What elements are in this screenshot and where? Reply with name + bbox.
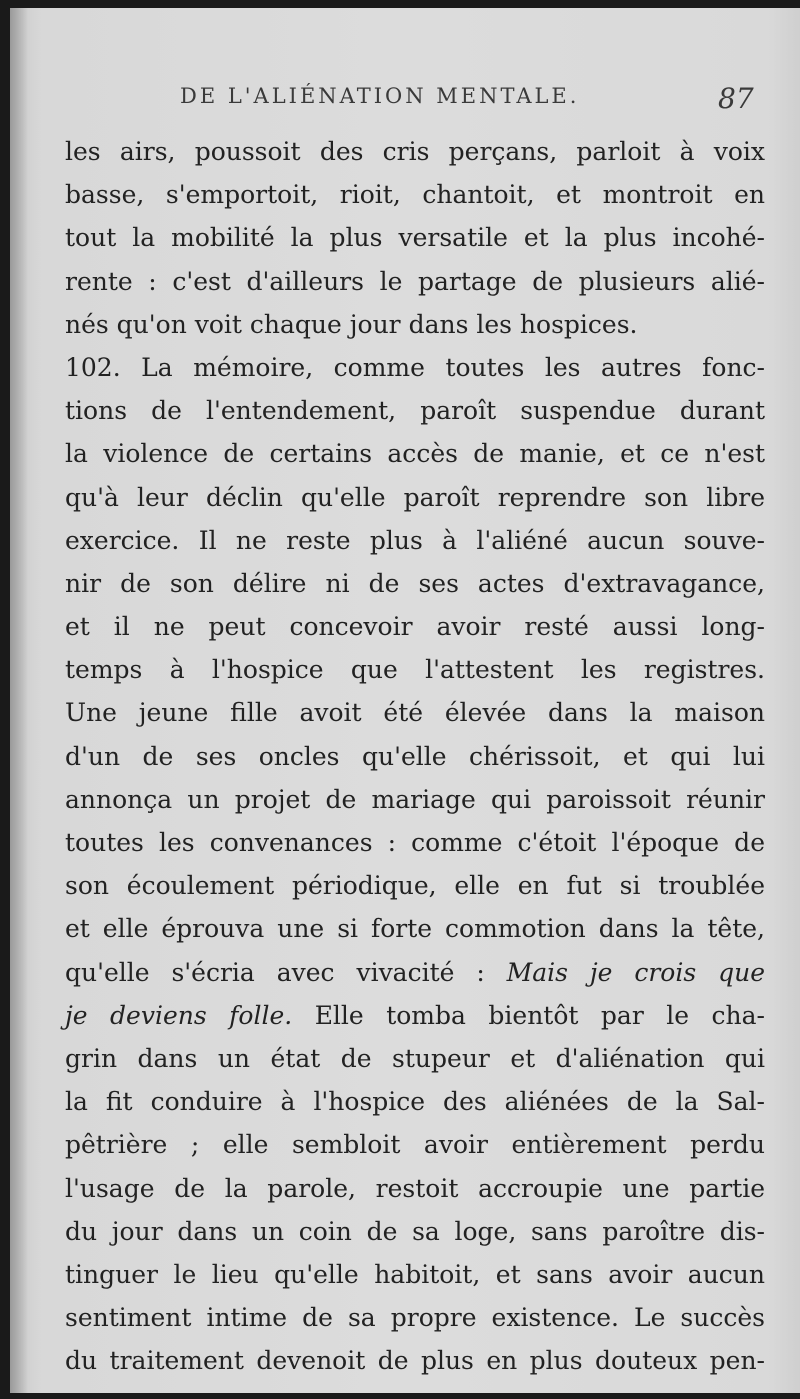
text-line: basse, s'emportoit, rioit, chantoit, et montroit en	[65, 180, 765, 210]
text-line: toutes les convenances : comme c'étoit l'époque de	[65, 828, 765, 857]
text-line: son écoulement périodique, elle en fut si troublée	[65, 871, 765, 901]
text-line: la violence de certains accès de manie, et ce n'est	[65, 439, 765, 469]
running-head	[10, 82, 800, 122]
text-line-italic: je deviens folle.	[65, 1000, 293, 1030]
body-text	[65, 130, 765, 1382]
text-line: annonça un projet de mariage qui paroissoit réunir	[65, 784, 765, 814]
text-line: tions de l'entendement, paroît suspendue durant	[65, 396, 765, 426]
book-page	[10, 8, 800, 1393]
text-line: et elle éprouva une si forte commotion dans la tête,	[65, 914, 765, 944]
text-line: grin dans un état de stupeur et d'aliénation qui	[65, 1043, 765, 1073]
text-line: nés qu'on voit chaque jour dans les hospices.	[65, 309, 638, 339]
text-line: Une jeune fille avoit été élevée dans la maison	[65, 698, 765, 728]
text-line: et il ne peut concevoir avoir resté aussi long-	[65, 612, 765, 642]
text-line	[65, 994, 765, 1037]
text-line: du jour dans un coin de sa loge, sans paroître dis-	[65, 1216, 765, 1246]
text-line: exercice. Il ne reste plus à l'aliéné aucun souve-	[65, 525, 765, 555]
text-line: rente : c'est d'ailleurs le partage de plusieurs alié-	[65, 266, 765, 296]
text-line: du traitement devenoit de plus en plus douteux pen-	[65, 1346, 765, 1376]
text-line: qu'à leur déclin qu'elle paroît reprendre son libre	[65, 482, 765, 512]
running-title: DE L'ALIÉNATION MENTALE.	[180, 84, 580, 108]
text-line: l'usage de la parole, restoit accroupie une partie	[65, 1173, 765, 1203]
text-line: sentiment intime de sa propre existence. Le succès	[65, 1303, 765, 1333]
text-line: les airs, poussoit des cris perçans, parloit à voix	[65, 137, 765, 166]
text-line: temps à l'hospice que l'attestent les registres.	[65, 655, 765, 685]
text-line: tout la mobilité la plus versatile et la plus incohé-	[65, 223, 765, 253]
text-line: nir de son délire ni de ses actes d'extravagance,	[65, 568, 765, 598]
text-line: la fit conduire à l'hospice des aliénées de la Sal-	[65, 1087, 765, 1117]
text-line-roman: qu'elle s'écria avec vivacité :	[65, 957, 485, 987]
text-line: 102. La mémoire, comme toutes les autres fonc-	[65, 352, 765, 382]
text-line: tinguer le lieu qu'elle habitoit, et sans avoir aucun	[65, 1259, 765, 1289]
text-line-roman: Elle tomba bientôt par le cha-	[314, 1000, 765, 1030]
text-line-italic: Mais je crois que	[506, 957, 765, 987]
text-line: pêtrière ; elle sembloit avoir entièrement perdu	[65, 1130, 765, 1160]
text-line: d'un de ses oncles qu'elle chérissoit, et qui lui	[65, 741, 765, 771]
page-number: 87	[718, 82, 754, 115]
page-gutter-shadow	[10, 8, 28, 1393]
text-line	[65, 951, 765, 994]
